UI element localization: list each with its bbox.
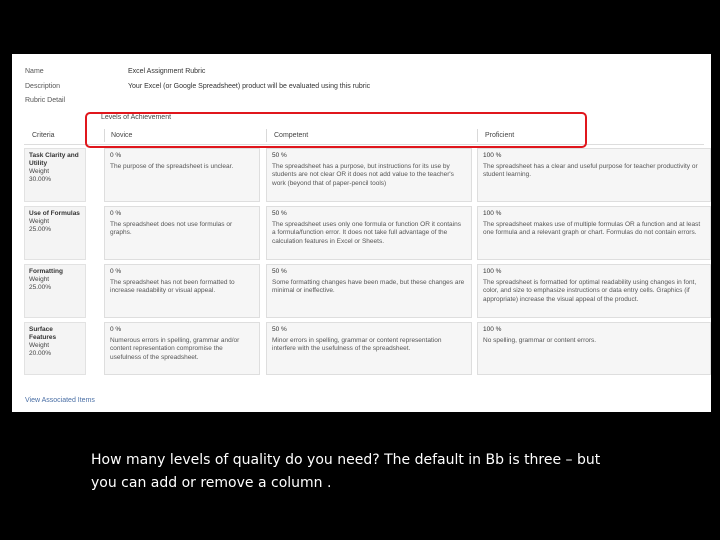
criterion-name: Task Clarity and Utility — [29, 152, 79, 167]
proficient-percent: 100 % — [483, 210, 502, 217]
novice-cell — [104, 322, 260, 375]
criterion-weight-label: Weight — [29, 276, 50, 283]
novice-cell — [104, 206, 260, 260]
competent-description: The spreadsheet has a purpose, but instructions for its use by students are not clear OR it does not add value to the teacher's work (beyond that of paper-pencil tools) — [272, 162, 454, 187]
competent-description: Minor errors in spelling, grammar or content representation interfere with the usefulness of the spreadsheet. — [272, 336, 442, 352]
competent-description: The spreadsheet uses only one formula or function OR it contains a formula/function error. It does not take full advantage of the calculation features in Excel or Sheets. — [272, 220, 461, 245]
novice-cell — [104, 264, 260, 318]
criterion-name: Use of Formulas — [29, 210, 80, 217]
criterion-weight: 20.00% — [29, 350, 52, 357]
proficient-cell — [477, 264, 711, 318]
rubric-row-formatting — [24, 264, 704, 318]
proficient-percent: 100 % — [483, 152, 502, 159]
rubric-row-use-of-formulas — [24, 206, 704, 260]
novice-description: The purpose of the spreadsheet is unclear. — [110, 162, 234, 170]
criterion-cell — [24, 322, 86, 375]
criterion-name: Formatting — [29, 268, 63, 275]
criterion-weight-label: Weight — [29, 342, 50, 349]
competent-cell — [266, 148, 472, 202]
meta-description-value: Your Excel (or Google Spreadsheet) product will be evaluated using this rubric — [128, 83, 371, 90]
meta-detail-label: Rubric Detail — [25, 97, 66, 104]
proficient-description: The spreadsheet makes use of multiple formulas OR a function and at least one formula and a relevant graph or chart. Formulas do not contain errors. — [483, 220, 701, 236]
header-novice[interactable]: Novice — [111, 132, 133, 139]
levels-of-achievement-label: Levels of Achievement — [101, 114, 172, 121]
proficient-description: The spreadsheet is formatted for optimal readability using changes in font, color, and size to emphasize instructions or data entry cells. Graphics (if appropriate) increase the visual appeal of the product. — [483, 278, 697, 303]
novice-percent: 0 % — [110, 152, 122, 159]
novice-percent: 0 % — [110, 326, 122, 333]
proficient-cell — [477, 148, 711, 202]
competent-description: Some formatting changes have been made, but these changes are minimal or ineffective. — [272, 278, 465, 294]
competent-percent: 50 % — [272, 268, 287, 275]
proficient-cell — [477, 206, 711, 260]
novice-cell — [104, 148, 260, 202]
proficient-percent: 100 % — [483, 268, 502, 275]
criterion-weight: 25.00% — [29, 226, 52, 233]
slide-caption: How many levels of quality do you need? The default in Bb is three – but you can add or remove a column . — [91, 452, 601, 491]
view-associated-items-link[interactable]: View Associated Items — [25, 397, 95, 404]
novice-percent: 0 % — [110, 210, 122, 217]
competent-percent: 50 % — [272, 210, 287, 217]
meta-description-label: Description — [25, 83, 61, 90]
proficient-description: The spreadsheet has a clear and useful purpose for teacher productivity or student learning. — [483, 162, 698, 178]
criterion-weight: 30.00% — [29, 176, 52, 183]
criterion-cell — [24, 264, 86, 318]
novice-description: Numerous errors in spelling, grammar and/or content representation compromise the usefulness of the spreadsheet. — [110, 336, 240, 361]
competent-cell — [266, 322, 472, 375]
meta-name-value: Excel Assignment Rubric — [128, 68, 206, 75]
criterion-weight: 25.00% — [29, 284, 52, 291]
meta-name-label: Name — [25, 68, 44, 75]
novice-description: The spreadsheet has not been formatted to increase readability or visual appeal. — [110, 278, 235, 294]
novice-percent: 0 % — [110, 268, 122, 275]
rubric-row-surface-features — [24, 322, 704, 375]
proficient-percent: 100 % — [483, 326, 502, 333]
rubric-row-task-clarity — [24, 148, 704, 202]
novice-description: The spreadsheet does not use formulas or graphs. — [110, 220, 233, 236]
criterion-cell — [24, 206, 86, 260]
levels-highlight-box — [85, 112, 587, 148]
criterion-name: Surface Features — [29, 326, 57, 341]
competent-percent: 50 % — [272, 152, 287, 159]
competent-cell — [266, 264, 472, 318]
proficient-cell — [477, 322, 711, 375]
competent-percent: 50 % — [272, 326, 287, 333]
header-criteria: Criteria — [32, 132, 55, 139]
competent-cell — [266, 206, 472, 260]
header-competent[interactable]: Competent — [274, 132, 309, 139]
criterion-cell — [24, 148, 86, 202]
criterion-weight-label: Weight — [29, 168, 50, 175]
proficient-description: No spelling, grammar or content errors. — [483, 336, 597, 344]
rubric-panel — [12, 54, 711, 412]
criterion-weight-label: Weight — [29, 218, 50, 225]
header-proficient[interactable]: Proficient — [485, 132, 515, 139]
